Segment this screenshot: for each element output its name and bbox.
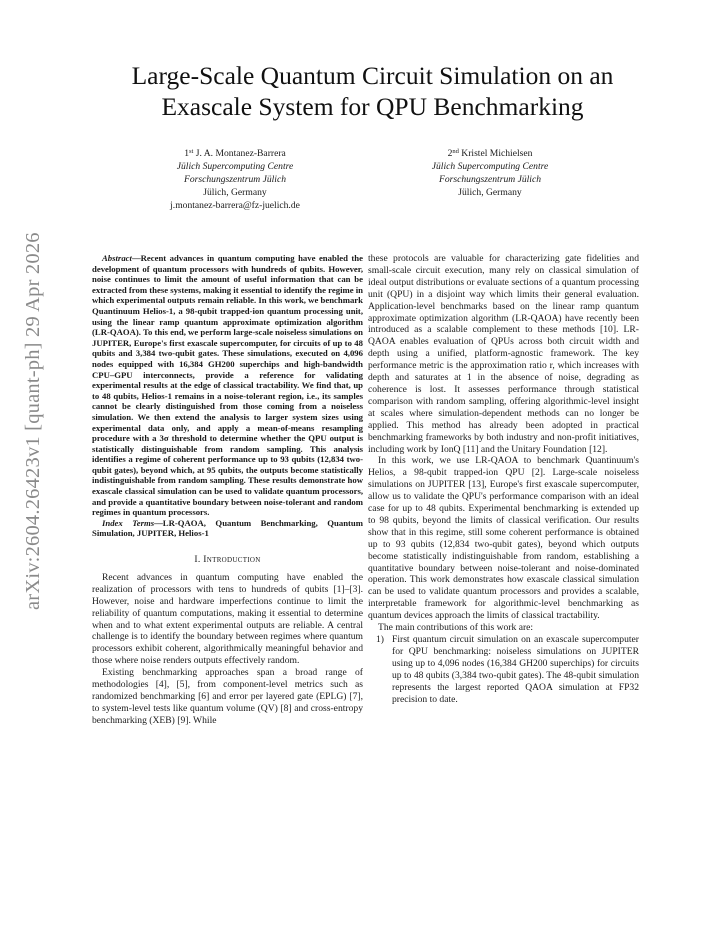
arxiv-identifier-stamp[interactable]: arXiv:2604.26423v1 [quant-ph] 29 Apr 2026 bbox=[22, 232, 44, 610]
paper-title-line-2: Exascale System for QPU Benchmarking bbox=[161, 92, 584, 121]
author-name-line bbox=[110, 147, 360, 160]
author-name: Kristel Michielsen bbox=[461, 148, 533, 159]
index-terms-label: Index Terms bbox=[102, 517, 155, 528]
author-block-2 bbox=[365, 147, 615, 199]
author-name: J. A. Montanez-Barrera bbox=[195, 148, 286, 159]
index-terms-dash: — bbox=[154, 517, 163, 528]
paper-title bbox=[60, 60, 685, 122]
author-affiliation-2: Forschungszentrum Jülich bbox=[183, 174, 287, 186]
author-affiliation-1: Jülich Supercomputing Centre bbox=[431, 161, 549, 173]
abstract-text: Recent advances in quantum computing have enabled the development of quantum processors with hundreds of qubits. However, noise continues to limit the amount of useful information that can be extracted from these systems, making it essential to identify the regime in which experimental outputs remain reliable. In this work, we benchmark Quantinuum Helios-1, a 98-qubit trapped-ion quantum processing unit, using the linear ramp quantum approximate optimization algorithm (LR-QAOA). To this end, we perform large-scale noiseless simulations on JUPITER, Europe's first exascale supercomputer, for circuits of up to 48 qubits and 3,384 two-qubit gates. These simulations, executed on 4,096 nodes equipped with 16,384 GH200 superchips and high-bandwidth CPU–GPU interconnects, provide a reference for validating experimental results at the edge of classical tractability. We find that, up to 48 qubits, Helios-1 remains in a noise-tolerant region, i.e., its samples cannot be clearly distinguished from those coming from a noiseless simulation. We then extend the analysis to larger system sizes using experimental data only, and apply a mean-of-means resampling procedure with a 3σ threshold to determine whether the QPU output is statistically distinguishable from random sampling. This analysis identifies a regime of coherent performance up to 93 qubits (12,834 two-qubit gates), beyond which, at 95 qubits, the outputs become statistically indistinguishable from random sampling. These results demonstrate how exascale classical simulation can be used to validate quantum processors, and provide a quantitative boundary between noise-tolerant and random regimes in quantum processors. bbox=[92, 253, 363, 518]
abstract-label: Abstract bbox=[102, 253, 132, 263]
author-ordinal: 1 bbox=[184, 148, 189, 159]
author-affiliation-1: Jülich Supercomputing Centre bbox=[176, 161, 294, 173]
author-ordinal-suffix: st bbox=[189, 148, 194, 155]
contributions-intro: The main contributions of this work are: bbox=[378, 622, 534, 634]
abstract bbox=[92, 253, 363, 518]
body-paragraph: these protocols are valuable for characterizing gate fidelities and small-scale circuit execution, many rely on classical simulation of ideal output distributions or evaluate sections of a quantum processing unit (QPU) in a disjoint way which limits their general evaluation. Application-level benchmarks based on the linear ramp quantum approximate optimization algorithm (LR-QAOA) have recently been introduced as a scalable complement to these methods [10]. LR-QAOA enables evaluation of QPUs across both circuit width and depth using a unified, platform-agnostic framework. The key performance metric is the approximation ratio r, which increases with depth and saturates at 1 in the absence of noise, degrading as coherence is lost. It assesses performance through statistical comparison with random sampling, offering algorithmic-level insight at scales where simulation-dependent methods can no longer be applied. This method has already been adopted in practical benchmarking frameworks by both industry and non-profit initiatives, including work by IonQ [11] and the Unitary Foundation [12]. bbox=[368, 253, 639, 455]
author-location: Jülich, Germany bbox=[458, 187, 522, 199]
index-terms-text: LR-QAOA, Quantum Benchmarking, Quantum Simulation, JUPITER, Helios-1 bbox=[92, 517, 363, 539]
intro-paragraph: Recent advances in quantum computing have enabled the realization of processors with tens to hundreds of qubits [1]–[3]. However, noise and hardware imperfections continue to limit the reliability of quantum computations, making it essential to determine when and to what extent experimental outputs are reliable. A central challenge is to identify the boundary between regimes where quantum processors exhibit coherent, algorithmically meaningful behavior and those where noise renders outputs effectively random. bbox=[92, 571, 363, 667]
contribution-item bbox=[368, 634, 639, 705]
index-terms bbox=[92, 518, 363, 539]
section-heading-introduction: I. Introduction bbox=[194, 554, 261, 566]
contributions-list bbox=[368, 634, 639, 705]
body-paragraph: In this work, we use LR-QAOA to benchmark Quantinuum's Helios, a 98-qubit trapped-ion QPU [2]. Large-scale noiseless simulations on JUPITER [13], Europe's first exascale supercomputer, allow us to validate the QPU's performance comparison with an ideal case for up to 48 qubits. Experimental benchmarking is extended up to 98 qubits, beyond the limits of classical verification. Our results show that in this regime, still some coherent performance is obtained up to 93 qubits (12,834 two-qubit gates), beyond which outputs become statistically indistinguishable from random, establishing a quantitative boundary between noise-tolerant and noise-dominated operation. This work demonstrates how exascale classical simulation can be used to validate quantum processors and provides a scalable, interpretable framework for algorithmic-level benchmarking as quantum devices approach the limits of classical tractability. bbox=[368, 455, 639, 622]
contribution-text: First quantum circuit simulation on an exascale supercomputer for QPU benchmarking: noiseless simulations on JUPITER using up to 4,096 nodes (16,384 GH200 superchips) for circuits up to 48 qubits (3,384 two-qubit gates). The 48-qubit simulation represents the largest reported QAOA simulation at FP32 precision to date. bbox=[392, 634, 639, 705]
author-block-1 bbox=[110, 147, 360, 212]
author-location: Jülich, Germany bbox=[203, 187, 267, 199]
left-column bbox=[92, 253, 363, 727]
author-ordinal-suffix: nd bbox=[452, 148, 459, 155]
abstract-dash: — bbox=[131, 253, 141, 263]
author-affiliation-2: Forschungszentrum Jülich bbox=[438, 174, 542, 186]
intro-paragraph: Existing benchmarking approaches span a broad range of methodologies [4], [5], from component-level metrics such as randomized benchmarking [6] and error per layered gate (EPLG) [7], to system-level tests like quantum volume (QV) [8] and cross-entropy benchmarking (XEB) [9]. While bbox=[92, 667, 363, 726]
author-ordinal: 2 bbox=[447, 148, 453, 159]
paper-title-line-1: Large-Scale Quantum Circuit Simulation on an bbox=[131, 61, 614, 90]
right-column bbox=[368, 253, 639, 705]
author-name-line bbox=[365, 147, 615, 160]
contribution-number: 1) bbox=[376, 634, 384, 645]
author-email[interactable]: j.montanez-barrera@fz-juelich.de bbox=[170, 200, 300, 212]
